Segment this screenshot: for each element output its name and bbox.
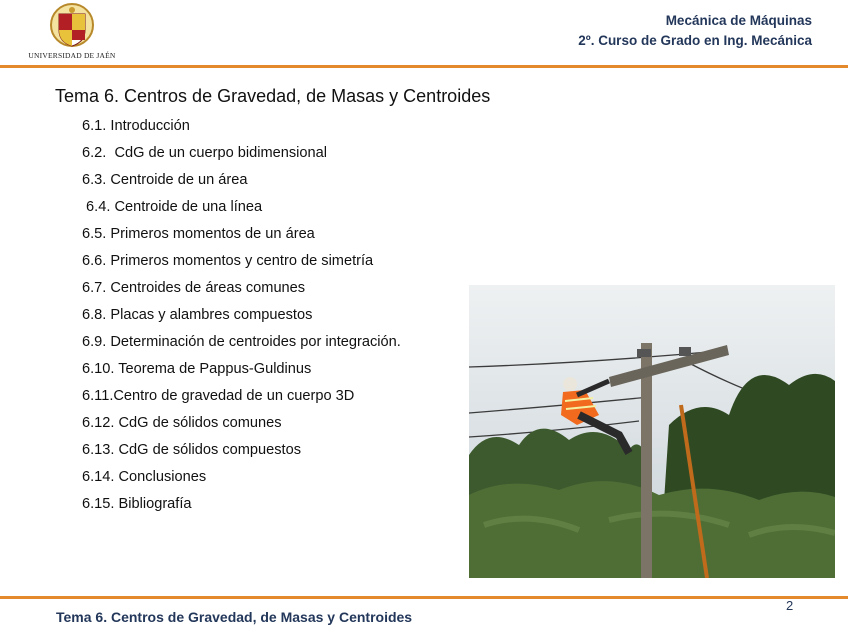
toc-item: 6.14. Conclusiones	[82, 469, 207, 485]
course-header	[578, 11, 812, 51]
toc-item: 6.15. Bibliografía	[82, 496, 192, 512]
toc-item: 6.12. CdG de sólidos comunes	[82, 415, 282, 431]
toc-item: 6.8. Placas y alambres compuestos	[82, 307, 313, 323]
toc-item: 6.2. CdG de un cuerpo bidimensional	[82, 145, 328, 161]
toc-item: 6.4. Centroide de una línea	[82, 199, 263, 215]
bottom-divider	[0, 596, 848, 599]
footer-title: Tema 6. Centros de Gravedad, de Masas y Centroides	[56, 609, 413, 625]
toc-item: 6.13. CdG de sólidos compuestos	[82, 442, 302, 458]
toc-item: 6.9. Determinación de centroides por integración.	[82, 334, 401, 350]
logo-text: UNIVERSIDAD DE JAÉN	[28, 51, 116, 60]
course-level: 2º. Curso de Grado en Ing. Mecánica	[578, 33, 812, 48]
toc-item: 6.3. Centroide de un área	[82, 172, 248, 188]
toc-item: 6.5. Primeros momentos de un área	[82, 226, 315, 242]
slide-title: Tema 6. Centros de Gravedad, de Masas y Centroides	[55, 86, 491, 106]
university-crest-icon	[49, 2, 95, 50]
course-name: Mecánica de Máquinas	[665, 13, 812, 28]
toc-item: 6.7. Centroides de áreas comunes	[82, 280, 306, 296]
toc-item: 6.11.Centro de gravedad de un cuerpo 3D	[82, 388, 355, 404]
toc-item: 6.1. Introducción	[82, 118, 190, 134]
toc-item: 6.10. Teorema de Pappus-Guldinus	[82, 361, 312, 377]
toc-item: 6.6. Primeros momentos y centro de simetría	[82, 253, 374, 269]
page-number: 2	[786, 598, 794, 613]
table-of-contents	[82, 114, 401, 519]
lineman-photo	[469, 285, 835, 578]
university-logo	[22, 2, 122, 62]
top-divider	[0, 65, 848, 68]
